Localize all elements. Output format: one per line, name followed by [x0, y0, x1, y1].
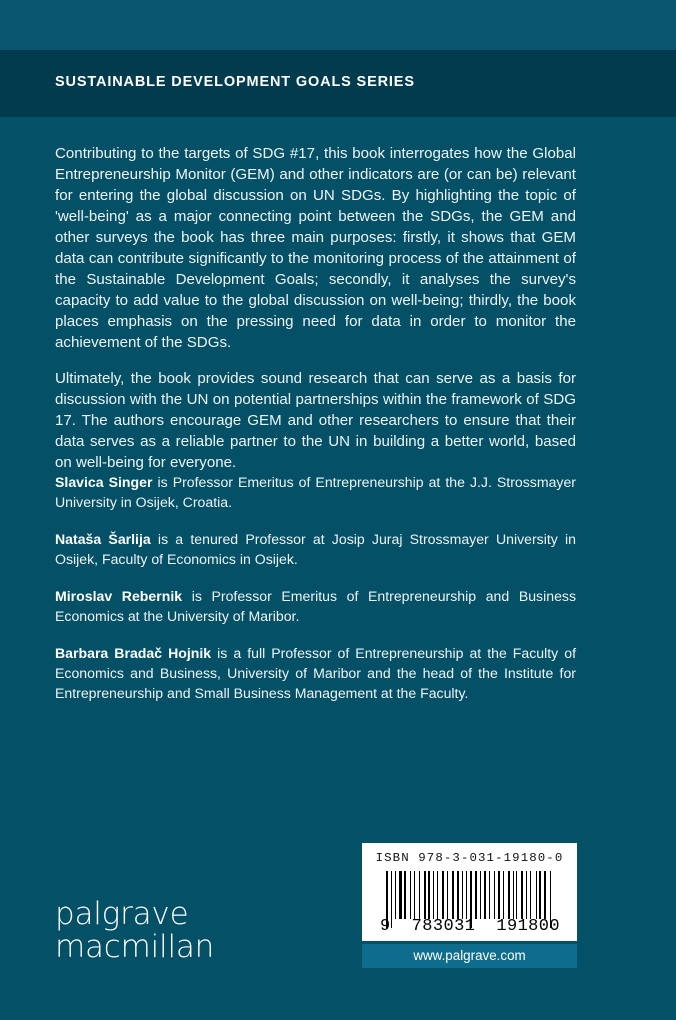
series-title: SUSTAINABLE DEVELOPMENT GOALS SERIES	[55, 74, 415, 90]
publisher-logo-line-1: palgrave	[55, 896, 189, 932]
author-bio	[55, 643, 576, 703]
author-description: is a full Professor of Entrepreneurship at the Faculty of Economics and Business, University of Maribor and the head of the Institute for Entrepreneurship and Small Business Management at the Faculty.	[55, 645, 576, 701]
author-name: Miroslav Rebernik	[55, 588, 183, 604]
author-bios-section	[55, 472, 576, 703]
author-description: is a tenured Professor at Josip Juraj Strossmayer University in Osijek, Faculty of Economics in Osijek.	[55, 531, 576, 567]
ean-digits	[380, 917, 560, 936]
blurb-paragraph-1: Contributing to the targets of SDG #17, this book interrogates how the Global Entrepreneurship Monitor (GEM) and other indicators are (or can be) relevant for entering the global discussion on UN SDGs. By highlighting the topic of 'well-being' as a major connecting point between the SDGs, the GEM and other surveys the book has three main purposes: firstly, it shows that GEM data can contribute significantly to the monitoring process of the attainment of the Sustainable Development Goals; secondly, it analyses the survey's capacity to add value to the global discussion on well-being; thirdly, the book places emphasis on the pressing need for data in order to monitor the achievement of the SDGs.	[55, 145, 576, 351]
author-bio	[55, 586, 576, 626]
publisher-logo-line-2: macmillan	[55, 929, 215, 965]
publisher-logo	[55, 898, 214, 964]
isbn-label: ISBN 978-3-031-19180-0	[375, 851, 564, 865]
author-bio	[55, 472, 576, 512]
ean-digit-left: 9	[380, 917, 391, 936]
author-name: Slavica Singer	[55, 474, 153, 490]
blurb-section	[55, 143, 576, 473]
ean-digit-right: 191800	[496, 917, 560, 936]
author-description: is Professor Emeritus of Entrepreneurship and Business Economics at the University of Maribor.	[55, 588, 576, 624]
author-name: Barbara Bradač Hojnik	[55, 645, 212, 661]
ean-digit-mid: 783031	[411, 917, 476, 936]
top-accent-strip	[0, 0, 676, 50]
author-name: Nataša Šarlija	[55, 531, 151, 547]
barcode-bars	[386, 871, 553, 919]
isbn-barcode-block	[362, 843, 577, 941]
publisher-url[interactable]: www.palgrave.com	[413, 948, 526, 963]
author-description: is Professor Emeritus of Entrepreneurship at the J.J. Strossmayer University in Osijek, Croatia.	[55, 474, 577, 510]
author-bio	[55, 529, 576, 569]
publisher-url-band[interactable]	[362, 944, 577, 968]
blurb-paragraph-2: Ultimately, the book provides sound research that can serve as a basis for discussion with the UN on potential partnerships within the framework of SDG 17. The authors encourage GEM and other researchers to ensure that their data serves as a reliable partner to the UN in building a better world, based on well-being for everyone.	[55, 370, 576, 471]
